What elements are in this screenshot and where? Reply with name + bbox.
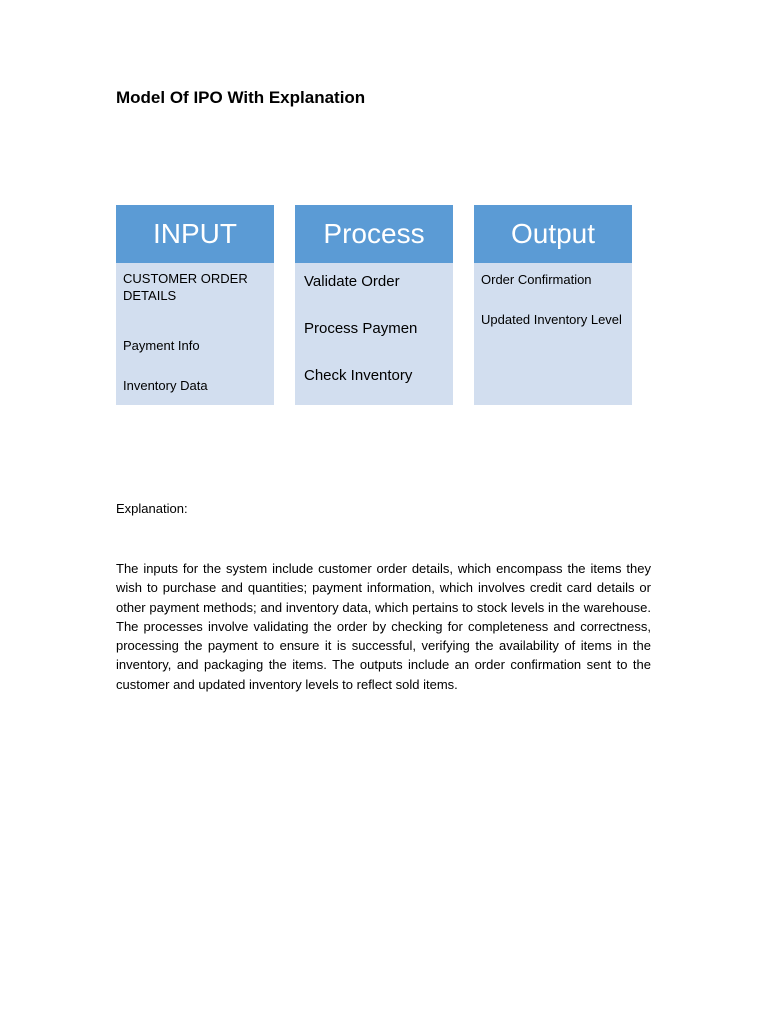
process-item-check-inventory: Check Inventory (304, 367, 413, 384)
page-title: Model Of IPO With Explanation (116, 88, 366, 107)
output-column (474, 205, 632, 405)
explanation-label: Explanation: (116, 501, 188, 516)
process-heading: Process (295, 205, 453, 263)
output-item-order-confirmation: Order Confirmation (481, 272, 592, 287)
input-heading: INPUT (116, 205, 274, 263)
process-item-process-payment: Process Paymen (304, 320, 418, 337)
input-column (116, 205, 274, 405)
process-item-validate-order: Validate Order (304, 273, 400, 290)
process-column (295, 205, 453, 405)
output-heading: Output (474, 205, 632, 263)
input-item-customer-order: CUSTOMER ORDER DETAILS (123, 271, 248, 303)
explanation-paragraph: The inputs for the system include customer order details, which encompass the items they wish to purchase and quantities; payment information, which involves credit card details or other payment methods; and inventory data, which pertains to stock levels in the warehouse. The processes involve validating the order by checking for completeness and correctness, processing the payment to ensure it is successful, verifying the availability of items in the inventory, and packaging the items. The outputs include an order confirmation sent to the customer and updated inventory levels to reflect sold items. (116, 561, 651, 692)
input-item-payment-info: Payment Info (123, 338, 200, 353)
input-item-inventory-data: Inventory Data (123, 378, 208, 393)
output-item-updated-inventory: Updated Inventory Level (481, 312, 622, 327)
